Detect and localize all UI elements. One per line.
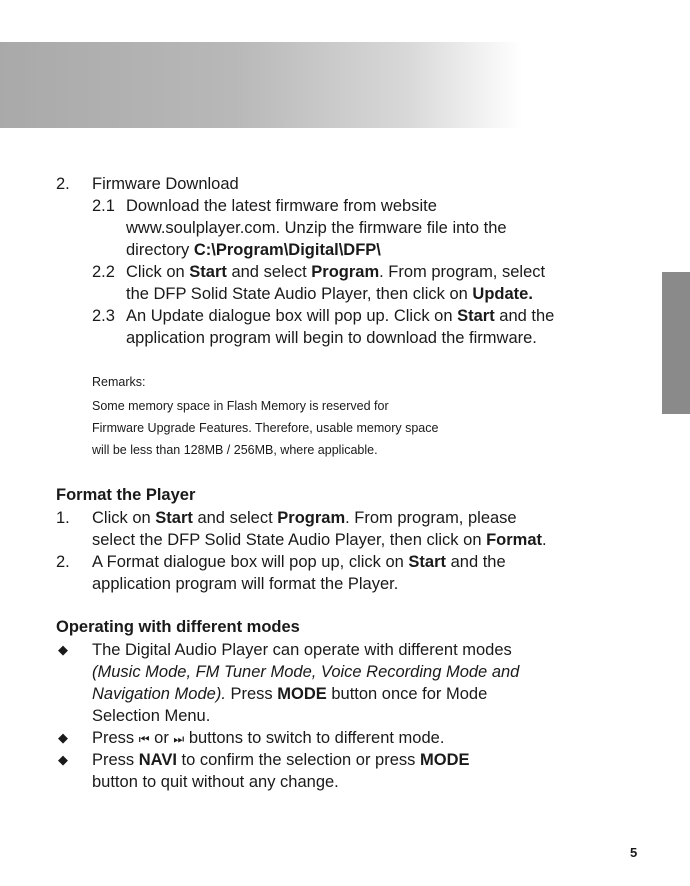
firmware-step-3-line1: An Update dialogue box will pop up. Click on Start and the <box>126 307 555 325</box>
firmware-step-3-number: 2.3 <box>92 307 115 325</box>
format-heading: Format the Player <box>56 486 196 504</box>
side-thumb-tab <box>662 272 690 414</box>
format-step-2-line2: application program will format the Player. <box>92 575 399 593</box>
modes-bullet-1-line1: The Digital Audio Player can operate with different modes <box>92 641 512 659</box>
firmware-step-2-line1: Click on Start and select Program. From program, select <box>126 263 546 281</box>
bullet-diamond-icon: ◆ <box>58 730 68 745</box>
format-step-1-line1: Click on Start and select Program. From program, please <box>92 509 517 527</box>
modes-bullet-1-line4: Selection Menu. <box>92 707 211 725</box>
page-number: 5 <box>630 845 638 860</box>
remarks-title: Remarks: <box>92 375 146 389</box>
format-step-1-number: 1. <box>56 509 70 527</box>
modes-bullet-3-line2: button to quit without any change. <box>92 773 339 791</box>
bullet-diamond-icon: ◆ <box>58 642 68 657</box>
modes-bullet-3-line1: Press NAVI to confirm the selection or press MODE <box>92 751 470 769</box>
header-gradient-band <box>0 42 522 128</box>
firmware-directory-path: C:\Program\Digital\DFP\ <box>193 241 381 259</box>
firmware-step-1-line3: directory C:\Program\Digital\DFP\ <box>126 241 381 259</box>
format-step-2-line1: A Format dialogue box will pop up, click on Start and the <box>92 553 506 571</box>
modes-bullet-2-line1: Press ⏮ or ⏭ buttons to switch to different mode. <box>92 729 445 747</box>
firmware-section-title: Firmware Download <box>92 175 239 193</box>
firmware-step-2-number: 2.2 <box>92 263 115 281</box>
next-track-icon: ⏭ <box>173 732 185 746</box>
firmware-section-number: 2. <box>56 175 70 193</box>
firmware-step-3-line2: application program will begin to download the firmware. <box>126 329 537 347</box>
modes-bullet-1-line3: Navigation Mode). Press MODE button once for Mode <box>92 685 488 703</box>
remarks-line2: Firmware Upgrade Features. Therefore, usable memory space <box>92 421 439 435</box>
previous-track-icon: ⏮ <box>138 732 150 746</box>
firmware-step-2-line2: the DFP Solid State Audio Player, then click on Update. <box>126 285 533 303</box>
format-step-1-line2: select the DFP Solid State Audio Player, then click on Format. <box>92 531 547 549</box>
firmware-step-1-line1: Download the latest firmware from website <box>126 197 437 215</box>
modes-bullet-1-line2: (Music Mode, FM Tuner Mode, Voice Recording Mode and <box>92 663 520 681</box>
firmware-step-1-line2: www.soulplayer.com. Unzip the firmware file into the <box>126 219 507 237</box>
remarks-line3: will be less than 128MB / 256MB, where applicable. <box>92 443 378 457</box>
remarks-line1: Some memory space in Flash Memory is reserved for <box>92 399 389 413</box>
bullet-diamond-icon: ◆ <box>58 752 68 767</box>
format-step-2-number: 2. <box>56 553 70 571</box>
modes-heading: Operating with different modes <box>56 618 300 636</box>
firmware-step-1-number: 2.1 <box>92 197 115 215</box>
